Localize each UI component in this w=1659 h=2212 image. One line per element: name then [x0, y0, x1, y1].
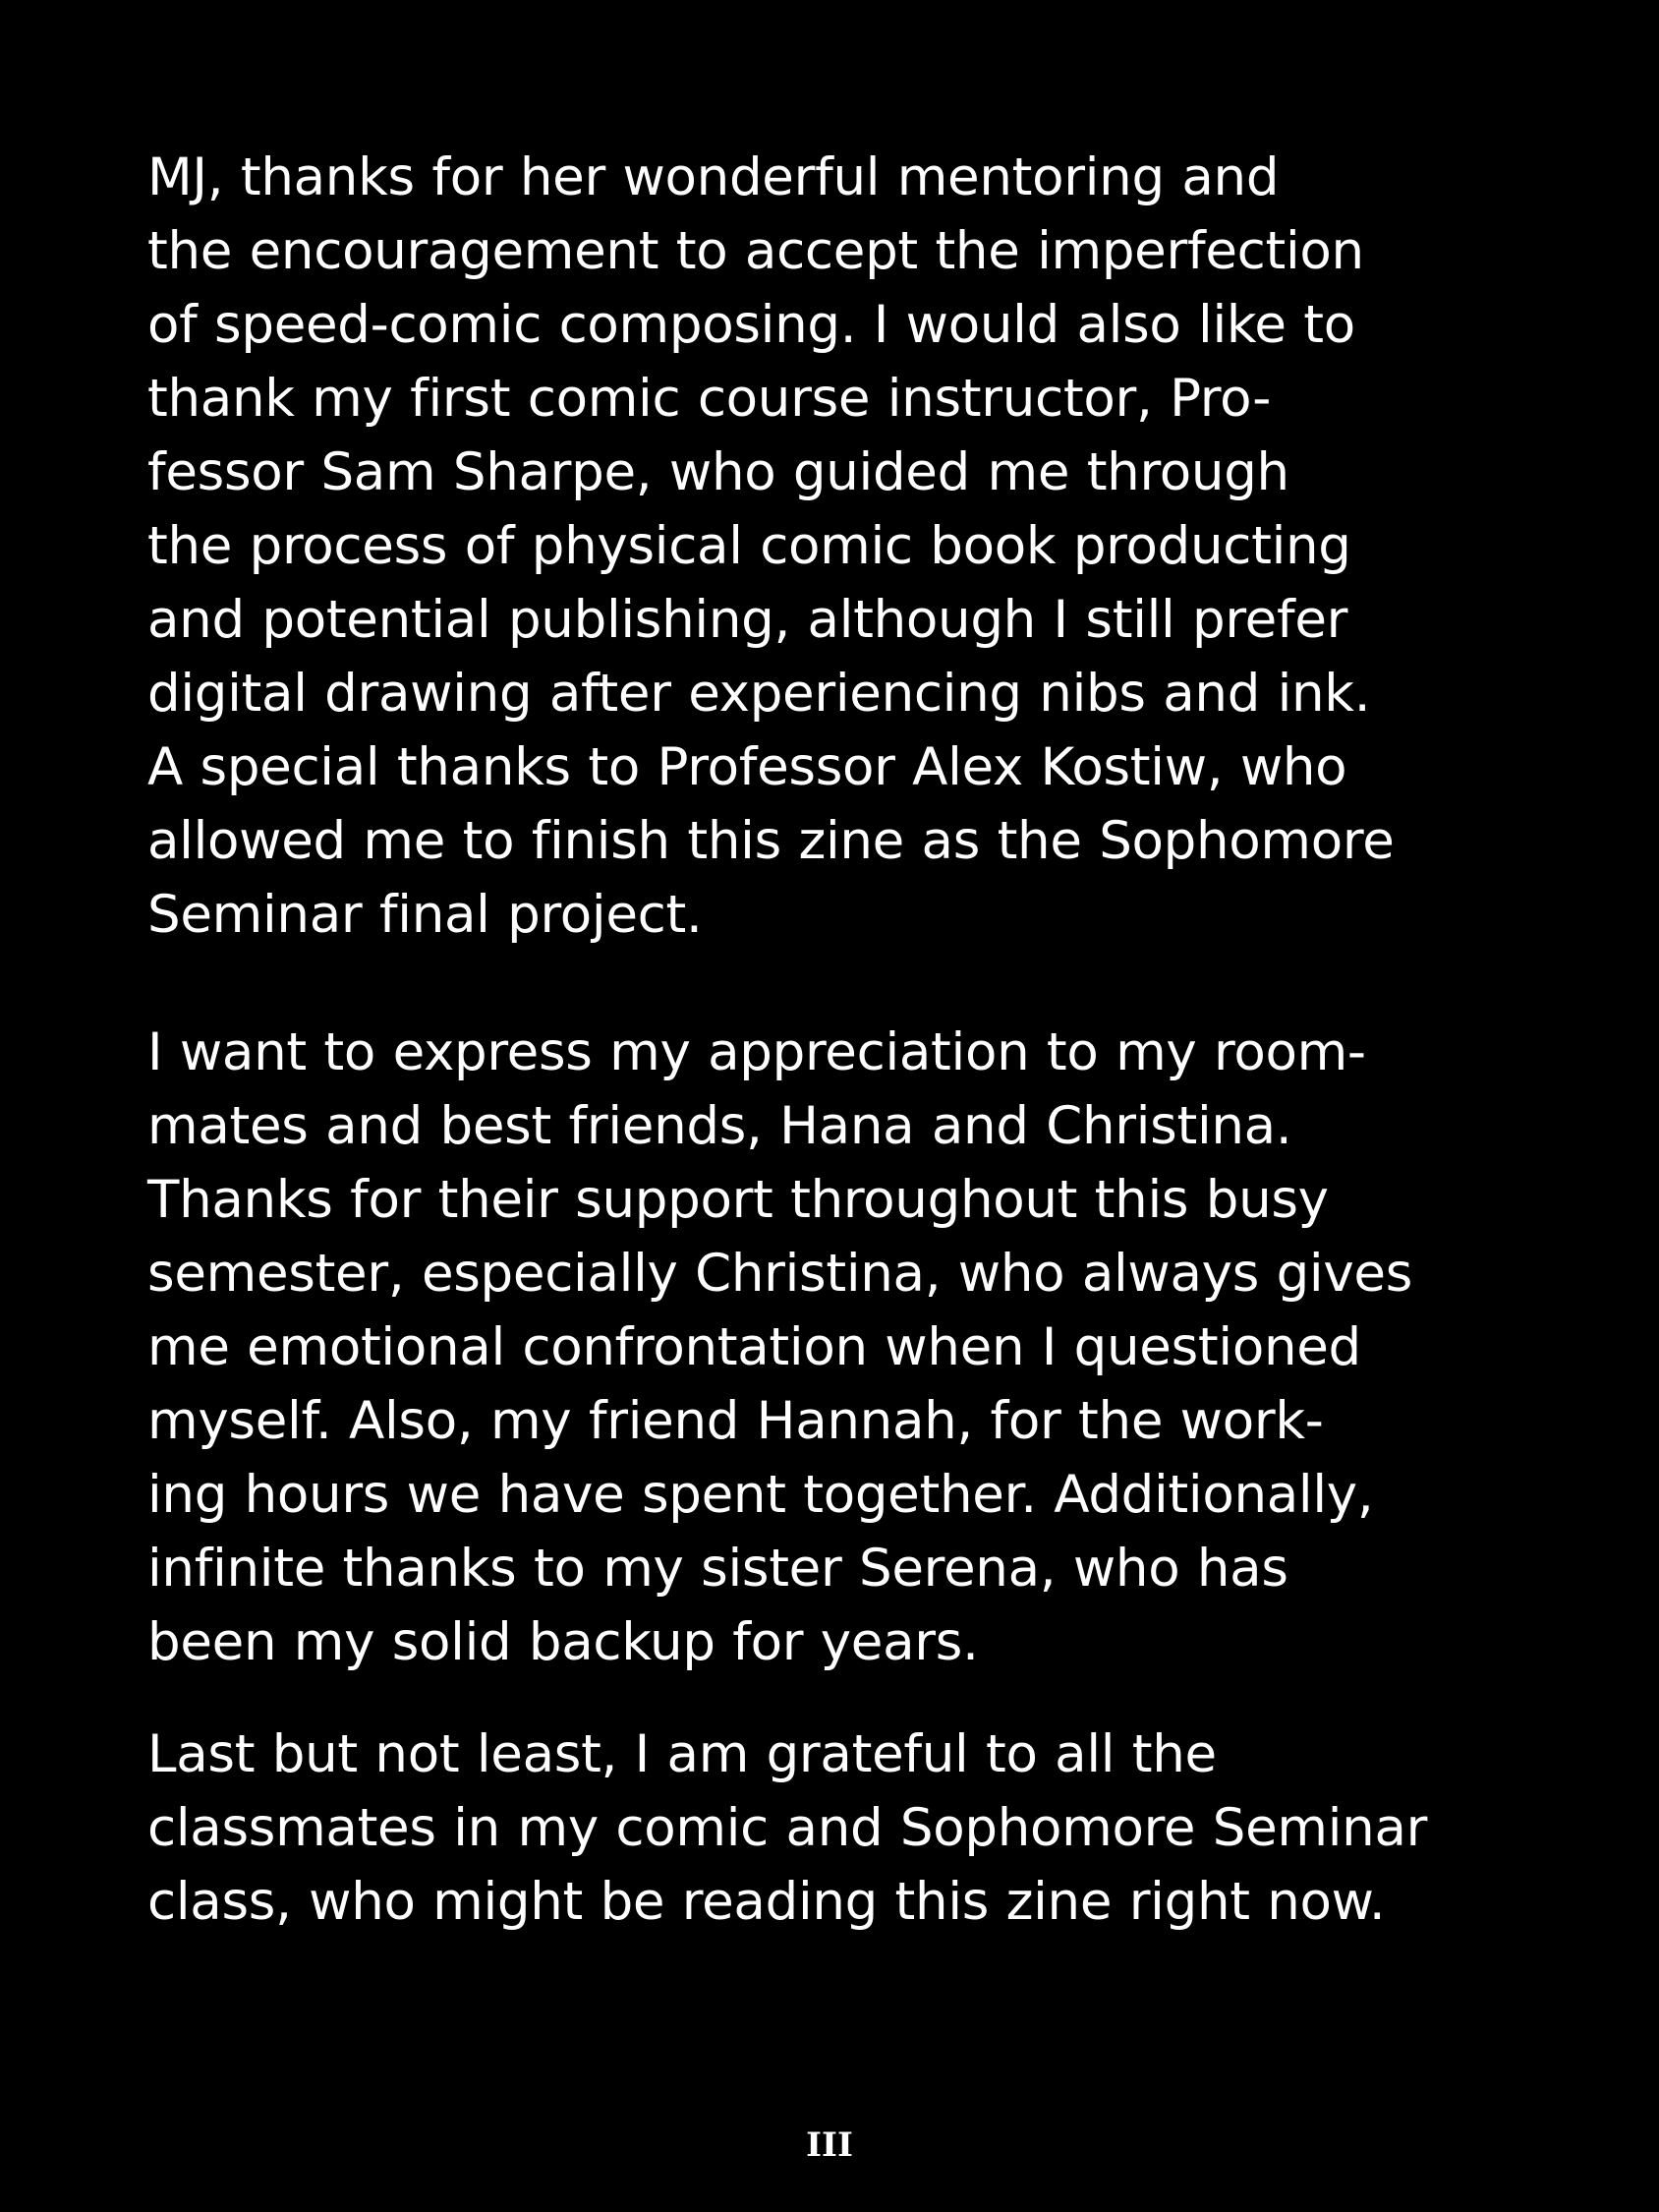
text-line: digital drawing after experiencing nibs and ink.	[147, 664, 1371, 724]
text-line: MJ, thanks for her wonderful mentoring and	[147, 147, 1280, 207]
text-line: and potential publishing, although I still prefer	[147, 590, 1348, 650]
text-line: infinite thanks to my sister Serena, who has	[147, 1539, 1288, 1599]
text-line: A special thanks to Professor Alex Kostiw, who	[147, 737, 1347, 797]
text-line: myself. Also, my friend Hannah, for the work-	[147, 1391, 1324, 1451]
text-line: mates and best friends, Hana and Christina.	[147, 1096, 1292, 1156]
text-line: thank my first comic course instructor, Pro-	[147, 369, 1272, 429]
text-line: Last but not least, I am grateful to all the	[147, 1724, 1217, 1784]
text-line: of speed-comic composing. I would also like to	[147, 295, 1355, 355]
text-line: semester, especially Christina, who always gives	[147, 1244, 1413, 1304]
text-line: fessor Sam Sharpe, who guided me through	[147, 442, 1289, 502]
paragraph-friends	[147, 1016, 1523, 1679]
text-line: classmates in my comic and Sophomore Seminar	[147, 1798, 1428, 1858]
text-line: Seminar final project.	[147, 885, 703, 945]
text-line: ing hours we have spent together. Additionally,	[147, 1465, 1374, 1525]
text-line: I want to express my appreciation to my room-	[147, 1022, 1366, 1082]
paragraph-classmates	[147, 1717, 1523, 1939]
paragraph-mentors	[147, 141, 1523, 952]
text-line: me emotional confrontation when I questioned	[147, 1317, 1361, 1377]
text-line: the process of physical comic book producting	[147, 516, 1351, 576]
text-line: class, who might be reading this zine right now.	[147, 1872, 1386, 1932]
text-line: Thanks for their support throughout this busy	[147, 1170, 1329, 1230]
page-number: III	[806, 2125, 853, 2165]
text-line: allowed me to finish this zine as the Sophomore	[147, 811, 1395, 871]
text-line: been my solid backup for years.	[147, 1612, 979, 1672]
text-line: the encouragement to accept the imperfection	[147, 221, 1364, 281]
